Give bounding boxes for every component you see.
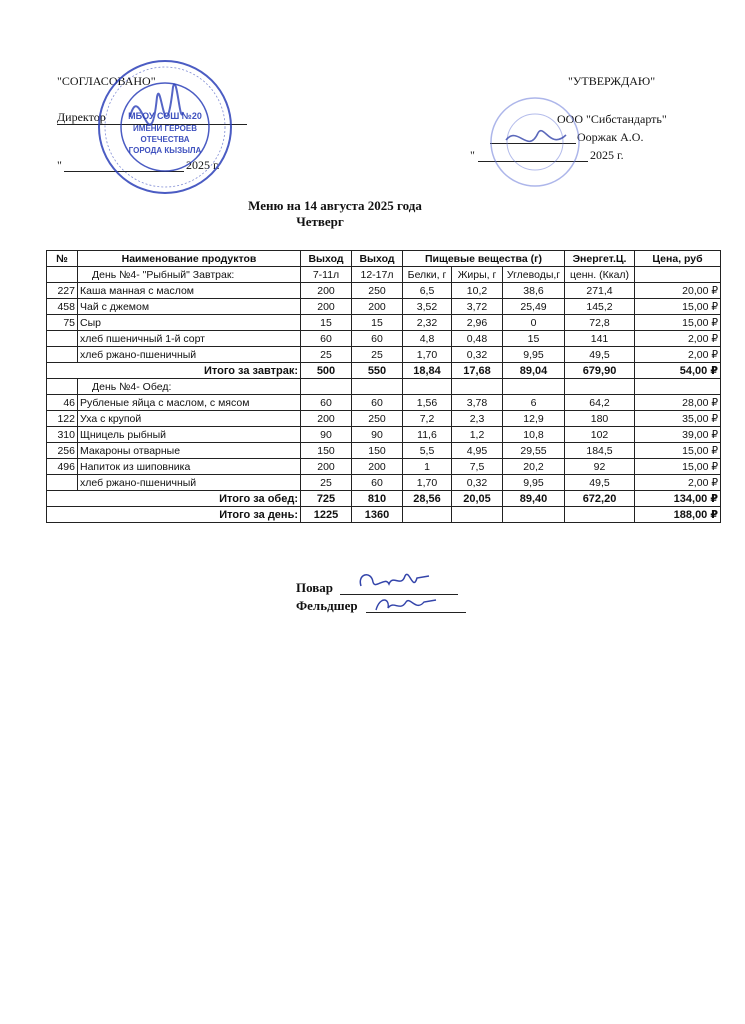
item-name: хлеб пшеничный 1-й сорт (78, 331, 301, 347)
table-row (47, 331, 721, 347)
item-fat: 3,78 (452, 395, 503, 411)
lunch-total-row-price: 134,00 ₽ (635, 491, 721, 507)
day-total-row (47, 507, 721, 523)
item-out-2: 250 (352, 283, 403, 299)
item-number: 46 (47, 395, 78, 411)
carbs-label: Углеводы,г (503, 267, 565, 283)
lunch-section-row (47, 379, 721, 395)
item-energy: 180 (565, 411, 635, 427)
item-number (47, 475, 78, 491)
table-row (47, 283, 721, 299)
item-name: Рубленые яйца с маслом, с мясом (78, 395, 301, 411)
lunch-total-row-protein: 28,56 (403, 491, 452, 507)
right-date-quote: " (470, 148, 475, 162)
breakfast-total-row-carbs: 89,04 (503, 363, 565, 379)
item-price: 35,00 ₽ (635, 411, 721, 427)
table-row (47, 347, 721, 363)
item-out-1: 60 (301, 331, 352, 347)
item-out-2: 90 (352, 427, 403, 443)
table-row (47, 395, 721, 411)
item-energy: 49,5 (565, 347, 635, 363)
breakfast-total-row-energy: 679,90 (565, 363, 635, 379)
empty-cell (403, 379, 452, 395)
item-fat: 3,72 (452, 299, 503, 315)
item-name: Уха с крупой (78, 411, 301, 427)
item-out-2: 25 (352, 347, 403, 363)
table-row (47, 427, 721, 443)
approver-org: ООО "Сибстандарть" (557, 112, 667, 126)
item-protein: 4,8 (403, 331, 452, 347)
item-fat: 1,2 (452, 427, 503, 443)
table-row (47, 475, 721, 491)
medic-label: Фельдшер (296, 598, 358, 613)
right-date-year: 2025 г. (590, 148, 624, 162)
item-out-2: 150 (352, 443, 403, 459)
item-protein: 1,56 (403, 395, 452, 411)
energy-unit-label: ценн. (Ккал) (565, 267, 635, 283)
item-number: 75 (47, 315, 78, 331)
table-row (47, 443, 721, 459)
item-carbs: 9,95 (503, 347, 565, 363)
agreed-label: "СОГЛАСОВАНО" (57, 74, 156, 88)
item-name: Щницель рыбный (78, 427, 301, 443)
director-label: Директор (57, 110, 106, 124)
breakfast-total-row-out-1: 500 (301, 363, 352, 379)
item-protein: 3,52 (403, 299, 452, 315)
item-carbs: 20,2 (503, 459, 565, 475)
col-num: № (47, 251, 78, 267)
fat-label: Жиры, г (452, 267, 503, 283)
lunch-total-row-label: Итого за обед: (47, 491, 301, 507)
day-total-row-empty (503, 507, 565, 523)
day-total-row-empty (565, 507, 635, 523)
item-price: 39,00 ₽ (635, 427, 721, 443)
menu-table (46, 250, 721, 523)
item-out-2: 250 (352, 411, 403, 427)
lunch-total-row-out-2: 810 (352, 491, 403, 507)
left-date-year: 2025 г. (186, 158, 220, 172)
item-price: 15,00 ₽ (635, 459, 721, 475)
menu-title: Меню на 14 августа 2025 года (248, 198, 422, 213)
item-out-1: 200 (301, 283, 352, 299)
item-protein: 1 (403, 459, 452, 475)
item-number: 310 (47, 427, 78, 443)
lunch-total-row-out-1: 725 (301, 491, 352, 507)
school-stamp (95, 57, 235, 197)
lunch-total-row (47, 491, 721, 507)
item-energy: 102 (565, 427, 635, 443)
item-out-2: 60 (352, 331, 403, 347)
svg-text:МБОУ СОШ №20: МБОУ СОШ №20 (128, 111, 202, 121)
item-energy: 92 (565, 459, 635, 475)
item-carbs: 25,49 (503, 299, 565, 315)
item-number: 227 (47, 283, 78, 299)
item-number (47, 331, 78, 347)
item-price: 2,00 ₽ (635, 347, 721, 363)
item-name: хлеб ржано-пшеничный (78, 347, 301, 363)
item-number: 256 (47, 443, 78, 459)
day-total-row-out-1: 1225 (301, 507, 352, 523)
item-energy: 64,2 (565, 395, 635, 411)
left-date-quote: " (57, 158, 62, 172)
medic-signature (372, 592, 442, 616)
item-fat: 7,5 (452, 459, 503, 475)
approver-name: Ооржак А.О. (577, 130, 644, 144)
protein-label: Белки, г (403, 267, 452, 283)
item-out-1: 200 (301, 411, 352, 427)
item-energy: 141 (565, 331, 635, 347)
empty-cell (352, 379, 403, 395)
item-energy: 184,5 (565, 443, 635, 459)
item-out-1: 200 (301, 299, 352, 315)
col-out2: Выход (352, 251, 403, 267)
item-fat: 10,2 (452, 283, 503, 299)
item-protein: 1,70 (403, 475, 452, 491)
item-name: Чай с джемом (78, 299, 301, 315)
col-price: Цена, руб (635, 251, 721, 267)
item-out-2: 15 (352, 315, 403, 331)
item-number: 122 (47, 411, 78, 427)
item-energy: 145,2 (565, 299, 635, 315)
company-stamp (488, 95, 583, 190)
item-name: Напиток из шиповника (78, 459, 301, 475)
item-protein: 2,32 (403, 315, 452, 331)
item-name: Макароны отварные (78, 443, 301, 459)
table-body (47, 267, 721, 523)
item-fat: 4,95 (452, 443, 503, 459)
item-carbs: 12,9 (503, 411, 565, 427)
menu-weekday: Четверг (296, 214, 344, 229)
col-energy: Энергет.Ц. (565, 251, 635, 267)
item-energy: 49,5 (565, 475, 635, 491)
table-row (47, 299, 721, 315)
item-energy: 72,8 (565, 315, 635, 331)
item-fat: 0,48 (452, 331, 503, 347)
day-total-row-label: Итого за день: (47, 507, 301, 523)
svg-text:ГОРОДА КЫЗЫЛА: ГОРОДА КЫЗЫЛА (128, 146, 202, 155)
item-price: 15,00 ₽ (635, 315, 721, 331)
item-price: 2,00 ₽ (635, 475, 721, 491)
item-carbs: 10,8 (503, 427, 565, 443)
breakfast-total-row (47, 363, 721, 379)
age-group-1: 7-11л (301, 267, 352, 283)
svg-text:ИМЕНИ ГЕРОЕВ: ИМЕНИ ГЕРОЕВ (133, 124, 197, 133)
item-protein: 5,5 (403, 443, 452, 459)
table-row (47, 315, 721, 331)
item-price: 28,00 ₽ (635, 395, 721, 411)
item-out-2: 60 (352, 395, 403, 411)
breakfast-total-row-out-2: 550 (352, 363, 403, 379)
item-name: Сыр (78, 315, 301, 331)
lunch-total-row-carbs: 89,40 (503, 491, 565, 507)
item-out-1: 25 (301, 347, 352, 363)
item-carbs: 38,6 (503, 283, 565, 299)
empty-cell (565, 379, 635, 395)
item-out-2: 200 (352, 299, 403, 315)
item-fat: 0,32 (452, 475, 503, 491)
item-carbs: 6 (503, 395, 565, 411)
approved-label: "УТВЕРЖДАЮ" (568, 74, 656, 88)
table-row (47, 411, 721, 427)
item-out-1: 60 (301, 395, 352, 411)
breakfast-total-row-label: Итого за завтрак: (47, 363, 301, 379)
day-total-row-out-2: 1360 (352, 507, 403, 523)
table-row (47, 459, 721, 475)
col-nutrients: Пищевые вещества (г) (403, 251, 565, 267)
item-out-1: 200 (301, 459, 352, 475)
day-total-row-price: 188,00 ₽ (635, 507, 721, 523)
empty-cell (503, 379, 565, 395)
item-energy: 271,4 (565, 283, 635, 299)
item-number: 458 (47, 299, 78, 315)
item-protein: 6,5 (403, 283, 452, 299)
svg-text:ОТЕЧЕСТВА: ОТЕЧЕСТВА (140, 135, 190, 144)
empty-cell (47, 379, 78, 395)
item-out-1: 90 (301, 427, 352, 443)
table-header-row (47, 251, 721, 267)
item-out-2: 200 (352, 459, 403, 475)
breakfast-total-row-fat: 17,68 (452, 363, 503, 379)
lunch-total-row-fat: 20,05 (452, 491, 503, 507)
empty-cell (301, 379, 352, 395)
breakfast-total-row-price: 54,00 ₽ (635, 363, 721, 379)
col-out1: Выход (301, 251, 352, 267)
lunch-total-row-energy: 672,20 (565, 491, 635, 507)
item-out-2: 60 (352, 475, 403, 491)
item-out-1: 150 (301, 443, 352, 459)
item-protein: 11,6 (403, 427, 452, 443)
day-total-row-empty (452, 507, 503, 523)
empty-cell (635, 379, 721, 395)
item-protein: 1,70 (403, 347, 452, 363)
lunch-section-label: День №4- Обед: (78, 379, 301, 395)
item-protein: 7,2 (403, 411, 452, 427)
item-price: 15,00 ₽ (635, 443, 721, 459)
age-group-2: 12-17л (352, 267, 403, 283)
day-total-row-empty (403, 507, 452, 523)
breakfast-subheader-row (47, 267, 721, 283)
item-number: 496 (47, 459, 78, 475)
breakfast-total-row-protein: 18,84 (403, 363, 452, 379)
item-price: 15,00 ₽ (635, 299, 721, 315)
item-carbs: 15 (503, 331, 565, 347)
item-out-1: 15 (301, 315, 352, 331)
item-number (47, 347, 78, 363)
item-price: 2,00 ₽ (635, 331, 721, 347)
empty-cell (452, 379, 503, 395)
item-carbs: 0 (503, 315, 565, 331)
col-name: Наименование продуктов (78, 251, 301, 267)
item-out-1: 25 (301, 475, 352, 491)
cook-label: Повар (296, 580, 334, 595)
item-name: Каша манная с маслом (78, 283, 301, 299)
item-carbs: 9,95 (503, 475, 565, 491)
item-fat: 2,96 (452, 315, 503, 331)
item-fat: 2,3 (452, 411, 503, 427)
item-carbs: 29,55 (503, 443, 565, 459)
item-name: хлеб ржано-пшеничный (78, 475, 301, 491)
item-fat: 0,32 (452, 347, 503, 363)
breakfast-section-label: День №4- "Рыбный" Завтрак: (78, 267, 301, 283)
item-price: 20,00 ₽ (635, 283, 721, 299)
